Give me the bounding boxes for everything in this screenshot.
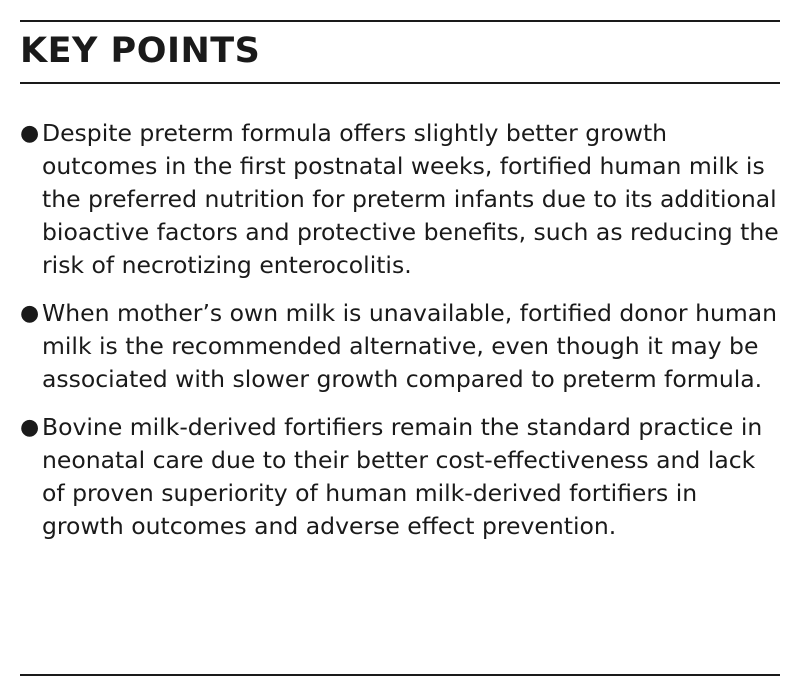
title-rule [20,82,780,84]
key-point-3 [20,411,780,543]
top-rule [20,20,780,22]
bullet-icon: ● [20,121,40,146]
key-point-text: Despite preterm formula offers slightly better growth outcomes in the first postnatal weeks, fortified human milk is the preferred nutrition for preterm infants due to its additional bioactive factors and protective benefits, such as reducing the risk of necrotizing enterocolitis. [42,119,779,279]
key-point-2 [20,297,780,396]
bullet-icon: ● [20,301,40,326]
bottom-rule [20,674,780,676]
key-point-1 [20,117,780,282]
bullet-icon: ● [20,415,40,440]
key-point-text: Bovine milk-derived fortifiers remain the standard practice in neonatal care due to their better cost-effectiveness and lack of proven superiority of human milk-derived fortifiers in growth outcomes and adverse effect prevention. [42,413,763,540]
key-points-list [20,117,780,558]
key-point-text: When mother’s own milk is unavailable, fortified donor human milk is the recommended alternative, even though it may be associated with slower growth compared to preterm formula. [42,299,778,393]
key-points-box [20,20,780,676]
key-points-title: KEY POINTS [20,31,261,71]
